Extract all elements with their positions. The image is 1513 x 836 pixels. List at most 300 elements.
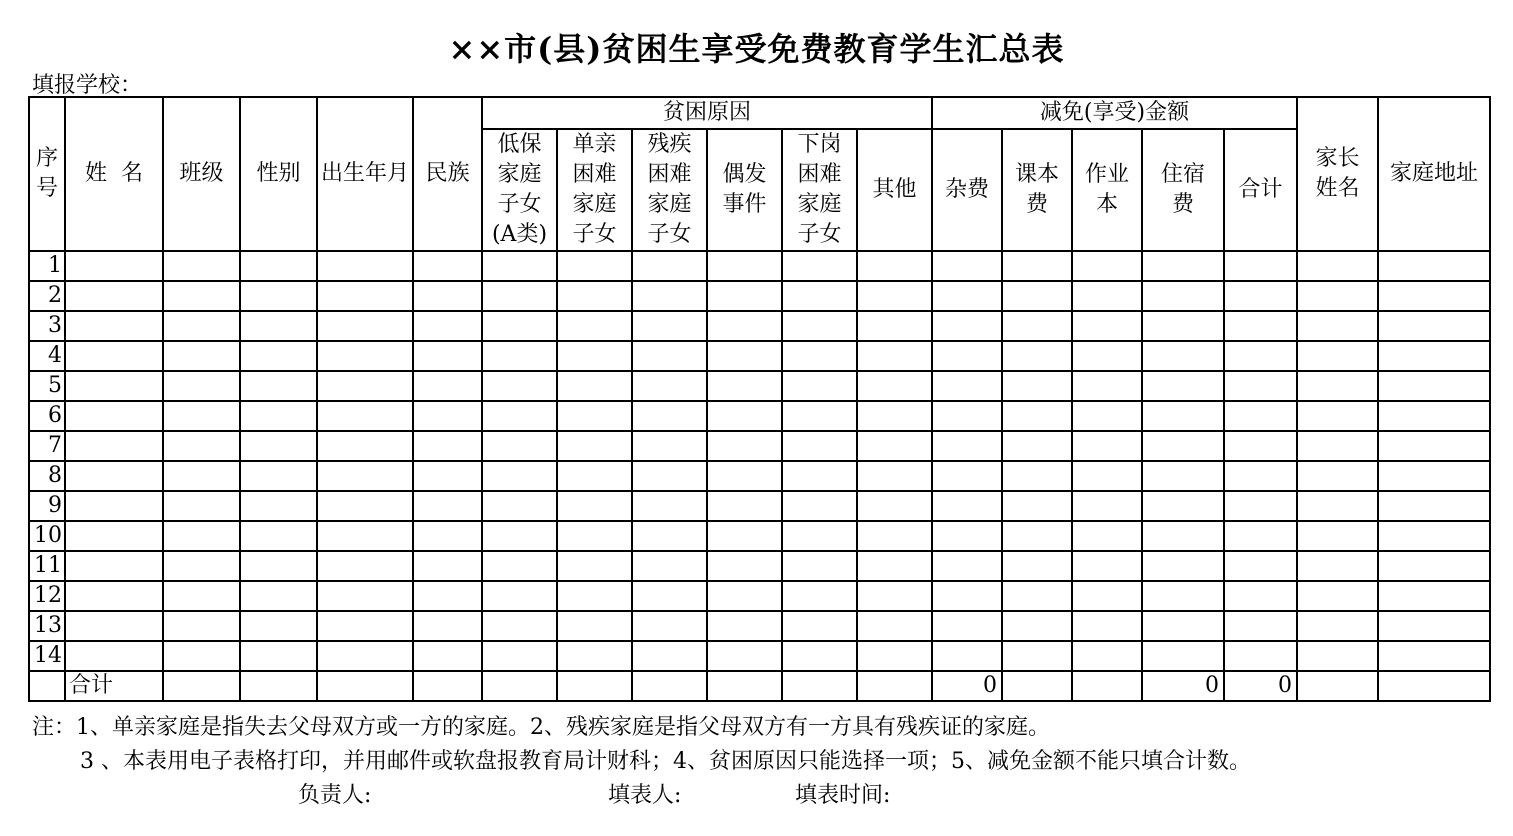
cell[interactable] <box>1297 641 1378 671</box>
cell[interactable] <box>1142 491 1224 521</box>
cell[interactable] <box>240 641 317 671</box>
cell[interactable] <box>163 431 240 461</box>
cell[interactable] <box>1002 341 1072 371</box>
cell[interactable] <box>65 611 163 641</box>
cell[interactable] <box>1297 281 1378 311</box>
cell[interactable] <box>557 521 632 551</box>
cell[interactable] <box>632 371 707 401</box>
cell[interactable] <box>1297 371 1378 401</box>
cell[interactable] <box>932 521 1002 551</box>
total-lodging-fee[interactable]: 0 <box>1142 671 1224 701</box>
row-number: 1 <box>29 251 65 281</box>
cell[interactable] <box>557 431 632 461</box>
cell[interactable] <box>1297 401 1378 431</box>
cell[interactable] <box>1224 491 1297 521</box>
cell[interactable] <box>932 581 1002 611</box>
header-misc-fee: 杂费 <box>932 129 1002 251</box>
cell[interactable] <box>317 281 413 311</box>
header-textbook-fee: 课本 费 <box>1002 129 1072 251</box>
cell[interactable] <box>707 371 782 401</box>
cell[interactable] <box>413 371 482 401</box>
cell[interactable] <box>163 551 240 581</box>
cell[interactable] <box>1378 671 1490 701</box>
cell[interactable] <box>413 401 482 431</box>
cell[interactable] <box>1224 611 1297 641</box>
cell[interactable] <box>932 461 1002 491</box>
cell[interactable] <box>1297 431 1378 461</box>
cell[interactable] <box>163 641 240 671</box>
cell[interactable] <box>163 611 240 641</box>
cell[interactable] <box>1002 311 1072 341</box>
cell[interactable] <box>857 431 932 461</box>
table-row <box>29 581 1490 611</box>
cell[interactable] <box>857 491 932 521</box>
cell[interactable] <box>163 491 240 521</box>
cell[interactable] <box>1002 431 1072 461</box>
cell[interactable] <box>782 251 857 281</box>
cell[interactable] <box>782 461 857 491</box>
header-waiver-total: 合计 <box>1224 129 1297 251</box>
cell[interactable] <box>1378 311 1490 341</box>
header-address: 家庭地址 <box>1378 97 1490 251</box>
cell[interactable] <box>1224 311 1297 341</box>
cell[interactable] <box>707 341 782 371</box>
cell[interactable] <box>1142 251 1224 281</box>
cell[interactable] <box>632 581 707 611</box>
cell[interactable] <box>1378 251 1490 281</box>
cell[interactable] <box>482 431 557 461</box>
cell[interactable] <box>317 581 413 611</box>
cell[interactable] <box>857 581 932 611</box>
cell[interactable] <box>1297 491 1378 521</box>
cell[interactable] <box>782 431 857 461</box>
row-number: 9 <box>29 491 65 521</box>
cell[interactable] <box>707 431 782 461</box>
row-number: 8 <box>29 461 65 491</box>
cell[interactable] <box>1224 431 1297 461</box>
cell[interactable] <box>632 611 707 641</box>
table-row <box>29 371 1490 401</box>
cell[interactable] <box>163 251 240 281</box>
cell[interactable] <box>163 461 240 491</box>
cell[interactable] <box>1142 641 1224 671</box>
cell[interactable] <box>857 641 932 671</box>
cell[interactable] <box>1072 551 1142 581</box>
cell[interactable] <box>632 461 707 491</box>
cell[interactable] <box>932 641 1002 671</box>
cell[interactable] <box>1072 671 1142 701</box>
cell[interactable] <box>1297 311 1378 341</box>
cell[interactable] <box>1002 611 1072 641</box>
cell[interactable] <box>1002 641 1072 671</box>
cell[interactable] <box>317 431 413 461</box>
cell[interactable] <box>932 251 1002 281</box>
cell[interactable] <box>707 551 782 581</box>
cell[interactable] <box>1142 461 1224 491</box>
cell[interactable] <box>1072 491 1142 521</box>
cell[interactable] <box>317 521 413 551</box>
cell[interactable] <box>240 671 317 701</box>
cell[interactable] <box>1072 581 1142 611</box>
cell[interactable] <box>413 671 482 701</box>
cell[interactable] <box>1224 581 1297 611</box>
cell[interactable] <box>1072 461 1142 491</box>
cell[interactable] <box>240 431 317 461</box>
cell[interactable] <box>240 281 317 311</box>
cell[interactable] <box>482 371 557 401</box>
cell[interactable] <box>1002 461 1072 491</box>
header-reason-accident: 偶发 事件 <box>707 129 782 251</box>
cell[interactable] <box>932 491 1002 521</box>
cell[interactable] <box>413 431 482 461</box>
cell[interactable] <box>1142 521 1224 551</box>
cell[interactable] <box>557 311 632 341</box>
cell[interactable] <box>857 401 932 431</box>
cell[interactable] <box>857 551 932 581</box>
header-ethnicity: 民族 <box>413 97 482 251</box>
cell[interactable] <box>632 401 707 431</box>
cell[interactable] <box>482 671 557 701</box>
cell[interactable] <box>413 311 482 341</box>
cell[interactable] <box>1142 611 1224 641</box>
cell[interactable] <box>413 461 482 491</box>
row-number: 13 <box>29 611 65 641</box>
header-poverty-reasons-group: 贫困原因 <box>482 97 932 129</box>
cell[interactable] <box>413 551 482 581</box>
total-misc-fee[interactable]: 0 <box>932 671 1002 701</box>
cell[interactable] <box>857 311 932 341</box>
cell[interactable] <box>932 371 1002 401</box>
cell[interactable] <box>782 371 857 401</box>
cell[interactable] <box>707 281 782 311</box>
cell[interactable] <box>1072 611 1142 641</box>
cell[interactable] <box>1072 281 1142 311</box>
cell[interactable] <box>1142 371 1224 401</box>
cell[interactable] <box>163 371 240 401</box>
cell[interactable] <box>1142 311 1224 341</box>
cell[interactable] <box>317 341 413 371</box>
cell[interactable] <box>482 491 557 521</box>
cell[interactable] <box>482 311 557 341</box>
cell[interactable] <box>482 581 557 611</box>
signature-responsible: 负责人: <box>298 783 372 808</box>
cell[interactable] <box>707 491 782 521</box>
cell[interactable] <box>240 581 317 611</box>
cell[interactable] <box>1378 521 1490 551</box>
cell[interactable] <box>932 401 1002 431</box>
cell[interactable] <box>857 671 932 701</box>
cell[interactable] <box>1002 551 1072 581</box>
cell[interactable] <box>1072 521 1142 551</box>
cell[interactable] <box>482 341 557 371</box>
cell[interactable] <box>782 521 857 551</box>
cell[interactable] <box>1224 551 1297 581</box>
cell[interactable] <box>1297 551 1378 581</box>
cell[interactable] <box>163 341 240 371</box>
cell[interactable] <box>707 581 782 611</box>
cell[interactable] <box>1072 431 1142 461</box>
cell[interactable] <box>932 281 1002 311</box>
cell[interactable] <box>857 281 932 311</box>
cell[interactable] <box>317 491 413 521</box>
cell[interactable] <box>1002 251 1072 281</box>
cell[interactable] <box>1002 491 1072 521</box>
cell[interactable] <box>1297 521 1378 551</box>
cell[interactable] <box>1072 401 1142 431</box>
cell[interactable] <box>557 251 632 281</box>
cell[interactable] <box>1378 461 1490 491</box>
cell[interactable] <box>1002 521 1072 551</box>
cell[interactable] <box>932 431 1002 461</box>
cell[interactable] <box>163 401 240 431</box>
cell[interactable] <box>1297 461 1378 491</box>
cell[interactable] <box>782 641 857 671</box>
cell[interactable] <box>1002 281 1072 311</box>
table-row <box>29 431 1490 461</box>
cell[interactable] <box>1072 251 1142 281</box>
cell[interactable] <box>1002 401 1072 431</box>
cell[interactable] <box>1072 311 1142 341</box>
cell[interactable] <box>317 551 413 581</box>
cell[interactable] <box>413 641 482 671</box>
header-birth: 出生年月 <box>317 97 413 251</box>
cell[interactable] <box>782 281 857 311</box>
cell[interactable] <box>1297 611 1378 641</box>
cell[interactable] <box>1142 401 1224 431</box>
cell[interactable] <box>932 341 1002 371</box>
cell[interactable] <box>1002 581 1072 611</box>
cell[interactable] <box>240 521 317 551</box>
cell[interactable] <box>857 341 932 371</box>
cell[interactable] <box>482 551 557 581</box>
cell[interactable] <box>240 491 317 521</box>
cell[interactable] <box>557 581 632 611</box>
cell[interactable] <box>413 341 482 371</box>
cell[interactable] <box>240 311 317 341</box>
cell[interactable] <box>707 521 782 551</box>
cell[interactable] <box>413 281 482 311</box>
cell[interactable] <box>557 371 632 401</box>
cell[interactable] <box>1378 641 1490 671</box>
cell[interactable] <box>65 431 163 461</box>
cell[interactable] <box>1378 341 1490 371</box>
cell[interactable] <box>632 491 707 521</box>
cell[interactable] <box>163 311 240 341</box>
cell[interactable] <box>1224 371 1297 401</box>
cell[interactable] <box>65 491 163 521</box>
cell[interactable] <box>932 551 1002 581</box>
cell[interactable] <box>317 641 413 671</box>
school-label: 填报学校： <box>32 73 143 98</box>
cell[interactable] <box>482 281 557 311</box>
cell[interactable] <box>240 401 317 431</box>
cell[interactable] <box>1072 341 1142 371</box>
cell[interactable] <box>782 611 857 641</box>
cell[interactable] <box>317 251 413 281</box>
cell[interactable] <box>632 281 707 311</box>
cell[interactable] <box>1378 401 1490 431</box>
cell[interactable] <box>163 521 240 551</box>
cell[interactable] <box>557 671 632 701</box>
cell[interactable] <box>632 311 707 341</box>
cell[interactable] <box>317 671 413 701</box>
cell[interactable] <box>857 461 932 491</box>
cell[interactable] <box>65 641 163 671</box>
cell[interactable] <box>632 431 707 461</box>
cell[interactable] <box>857 611 932 641</box>
cell[interactable] <box>413 491 482 521</box>
cell[interactable] <box>163 281 240 311</box>
cell[interactable] <box>240 551 317 581</box>
cell[interactable] <box>240 251 317 281</box>
cell[interactable] <box>1002 671 1072 701</box>
cell[interactable] <box>482 641 557 671</box>
cell[interactable] <box>317 401 413 431</box>
cell[interactable] <box>632 341 707 371</box>
cell[interactable] <box>240 611 317 641</box>
cell[interactable] <box>932 611 1002 641</box>
total-row <box>29 671 1490 701</box>
cell[interactable] <box>1378 281 1490 311</box>
cell[interactable] <box>557 641 632 671</box>
cell[interactable] <box>557 341 632 371</box>
cell[interactable] <box>1378 551 1490 581</box>
cell[interactable] <box>1224 281 1297 311</box>
table-row <box>29 551 1490 581</box>
cell[interactable] <box>707 611 782 641</box>
cell[interactable] <box>1224 521 1297 551</box>
cell[interactable] <box>1142 431 1224 461</box>
cell[interactable] <box>557 401 632 431</box>
cell[interactable] <box>782 671 857 701</box>
summary-table <box>28 96 1491 702</box>
cell[interactable] <box>413 581 482 611</box>
cell[interactable] <box>65 341 163 371</box>
cell[interactable] <box>782 491 857 521</box>
page-title: ××市(县)贫困生享受免费教育学生汇总表 <box>448 30 1065 68</box>
cell[interactable] <box>240 371 317 401</box>
cell[interactable] <box>413 251 482 281</box>
table-row <box>29 461 1490 491</box>
cell[interactable] <box>163 581 240 611</box>
cell[interactable] <box>65 251 163 281</box>
cell[interactable] <box>1224 251 1297 281</box>
cell[interactable] <box>782 551 857 581</box>
cell[interactable] <box>1142 341 1224 371</box>
row-number: 12 <box>29 581 65 611</box>
cell[interactable] <box>65 281 163 311</box>
cell[interactable] <box>65 521 163 551</box>
header-parent-name: 家长 姓名 <box>1297 97 1378 251</box>
cell[interactable] <box>1297 341 1378 371</box>
cell[interactable] <box>317 461 413 491</box>
cell[interactable] <box>857 521 932 551</box>
cell[interactable] <box>632 671 707 701</box>
cell[interactable] <box>557 461 632 491</box>
cell[interactable] <box>782 311 857 341</box>
cell[interactable] <box>632 641 707 671</box>
total-waiver-sum[interactable]: 0 <box>1224 671 1297 701</box>
cell[interactable] <box>707 311 782 341</box>
cell[interactable] <box>1297 671 1378 701</box>
cell[interactable] <box>65 371 163 401</box>
cell[interactable] <box>65 461 163 491</box>
cell[interactable] <box>65 581 163 611</box>
total-label: 合计 <box>65 671 163 701</box>
cell[interactable] <box>240 341 317 371</box>
cell[interactable] <box>707 401 782 431</box>
cell[interactable] <box>557 611 632 641</box>
cell[interactable] <box>1224 641 1297 671</box>
cell[interactable] <box>317 611 413 641</box>
cell[interactable] <box>857 371 932 401</box>
cell[interactable] <box>317 371 413 401</box>
cell[interactable] <box>317 311 413 341</box>
cell[interactable] <box>1142 281 1224 311</box>
cell[interactable] <box>1297 251 1378 281</box>
cell[interactable] <box>1297 581 1378 611</box>
cell[interactable] <box>557 491 632 521</box>
cell[interactable] <box>482 401 557 431</box>
cell[interactable] <box>782 401 857 431</box>
cell[interactable] <box>163 671 240 701</box>
cell[interactable] <box>1378 431 1490 461</box>
cell[interactable] <box>1072 371 1142 401</box>
cell[interactable] <box>857 251 932 281</box>
cell[interactable] <box>413 611 482 641</box>
cell[interactable] <box>782 581 857 611</box>
cell[interactable] <box>65 311 163 341</box>
cell[interactable] <box>557 281 632 311</box>
header-name: 姓 名 <box>65 97 163 251</box>
cell[interactable] <box>1378 581 1490 611</box>
cell[interactable] <box>932 311 1002 341</box>
cell[interactable] <box>482 521 557 551</box>
cell[interactable] <box>1378 371 1490 401</box>
cell[interactable] <box>482 251 557 281</box>
cell[interactable] <box>1224 341 1297 371</box>
cell[interactable] <box>1002 371 1072 401</box>
table-row <box>29 341 1490 371</box>
cell[interactable] <box>632 251 707 281</box>
note-line-2: 3 、本表用电子表格打印，并用邮件或软盘报教育局计财科；4、贫困原因只能选择一项；5、减免金额不能只填合计数。 <box>80 749 1251 774</box>
cell[interactable] <box>65 401 163 431</box>
header-reason-single-parent: 单亲 困难 家庭 子女 <box>557 129 632 251</box>
cell[interactable] <box>707 461 782 491</box>
cell[interactable] <box>413 521 482 551</box>
cell[interactable] <box>65 551 163 581</box>
cell[interactable] <box>240 461 317 491</box>
cell[interactable] <box>707 251 782 281</box>
header-reason-laid-off: 下岗 困难 家庭 子女 <box>782 129 857 251</box>
cell[interactable] <box>1224 461 1297 491</box>
cell[interactable] <box>1142 581 1224 611</box>
cell[interactable] <box>632 521 707 551</box>
cell[interactable] <box>632 551 707 581</box>
cell[interactable] <box>482 461 557 491</box>
cell[interactable] <box>707 641 782 671</box>
cell[interactable] <box>1224 401 1297 431</box>
cell[interactable] <box>482 611 557 641</box>
cell[interactable] <box>557 551 632 581</box>
cell[interactable] <box>1142 551 1224 581</box>
signature-filler: 填表人: <box>608 783 682 808</box>
cell[interactable] <box>1378 491 1490 521</box>
cell[interactable] <box>1072 641 1142 671</box>
cell[interactable] <box>707 671 782 701</box>
cell[interactable] <box>1378 611 1490 641</box>
cell[interactable] <box>782 341 857 371</box>
